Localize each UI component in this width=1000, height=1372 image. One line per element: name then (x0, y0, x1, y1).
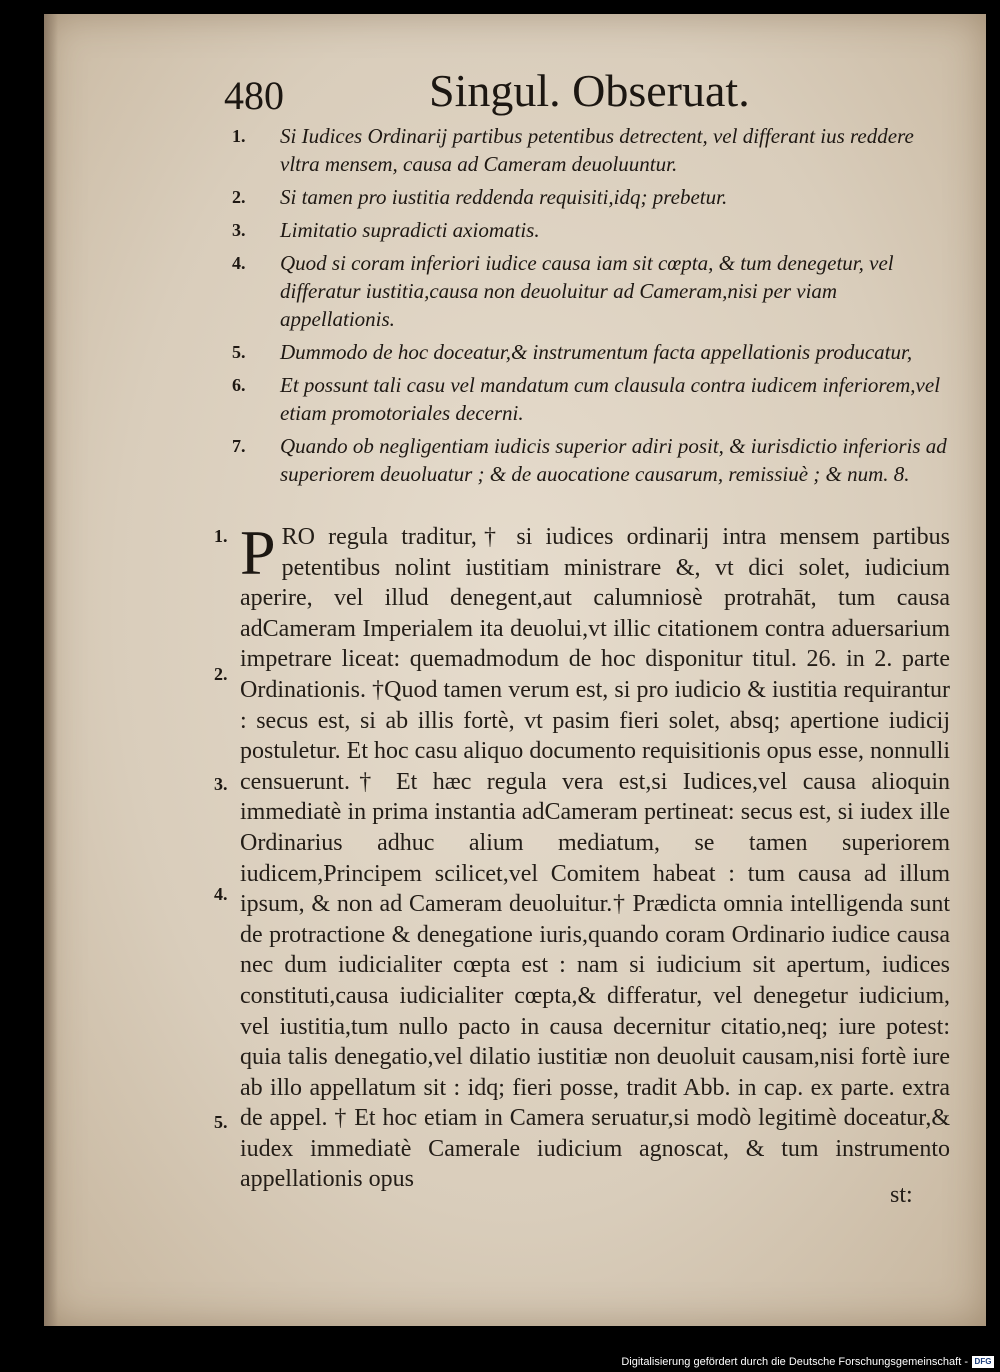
catchword: st: (890, 1182, 913, 1208)
paragraph-text: RO regula traditur,† si iudices ordinarij intra mensem partibus petentibus nolint iustitiam ministrare &, vt dici solet, iudicium aperire, vel illud denegent,aut calumniosè protrahāt, tum causa adCameram Imperialem ita deuolui,vt illic citationem contra aduersarium impetrare liceat: quemadmodum de hoc disponitur titul. 26. in 2. parte Ordinationis. †Quod tamen verum est, si pro iudicio & iustitia requirantur : secus est, si ab illis fortè, vt pasim fieri solet, absq; apertione iudicij postuletur. Et hoc casu aliquo documento requisitionis opus esse, nonnulli censuerunt.† Et hæc regula vera est,si Iudices,vel causa alioquin immediatè in prima instantia adCameram pertineat: secus est, si iudex ille Ordinarius adhuc alium mediatum, se tamen superiorem iudicem,Principem scilicet,vel Comitem habeat : tum causa ad illum ipsum, & non ad Cameram deuoluitur.† Prædicta omnia intelligenda sunt de protractione & denegatione iuris,quando coram Ordinario iudice causa nec dum iudicialiter cœpta est : nam si iudicium sit apertum, iudices constituti,causa iudicialiter cœpta,& differatur, vel denegetur iudicium, vel iustitia,tum nullo pacto in causa decernitur citatio,neq; iure potest: quia talis denegatio,vel dilatio iustitiæ non deuoluit causam,nisi fortè iure ab illo appellatum sit : idq; fieri posse, tradit Abb. in cap. ex parte. extra de appel. † Et hoc etiam in Camera seruatur,si modò legitimè doceatur,& iudex immediatè Camerale iudicium agnoscat, & tum instrumento appellationis opus (240, 524, 950, 1193)
margin-number: 2. (214, 664, 228, 684)
summary-item (224, 183, 954, 211)
summary-number: 6. (232, 375, 246, 395)
margin-number: 1. (214, 526, 228, 546)
summary-text: Quando ob negligentiam iudicis superior adiri posit, & iurisdictio inferioris ad superiorem deuoluatur ; & de auocatione causarum, remissiuè ; & num. 8. (280, 434, 947, 486)
summary-number: 1. (232, 126, 246, 146)
summary-text: Si Iudices Ordinarij partibus petentibus detrectent, vel differant ius reddere vltra mensem, causa ad Cameram deuoluuntur. (280, 124, 914, 176)
summary-item (224, 216, 954, 244)
body-paragraph (240, 517, 950, 1195)
summary-text: Et possunt tali casu vel mandatum cum clausula contra iudicem inferiorem,vel etiam promotoriales decerni. (280, 373, 941, 425)
margin-number: 4. (214, 884, 228, 904)
summary-item (224, 338, 954, 366)
digitization-credit-bar (0, 1352, 1000, 1372)
summary-text: Limitatio supradicti axiomatis. (280, 218, 540, 242)
drop-cap: P (240, 517, 276, 588)
summary-text: Quod si coram inferiori iudice causa iam sit cœpta, & tum denegetur, vel differatur iustitia,causa non deuoluitur ad Cameram,nisi per viam appellationis. (280, 251, 894, 331)
summary-number: 7. (232, 436, 246, 456)
summary-text: Dummodo de hoc doceatur,& instrumentum facta appellationis producatur, (280, 340, 913, 364)
summary-number: 4. (232, 253, 246, 273)
margin-number: 3. (214, 774, 228, 794)
summary-item (224, 249, 954, 333)
running-head: Singul. Obseruat. (429, 65, 750, 116)
summary-number: 2. (232, 187, 246, 207)
summary-item (224, 432, 954, 488)
page-edge-shadow (44, 14, 58, 1326)
summary-number: 3. (232, 220, 246, 240)
margin-number: 5. (214, 1112, 228, 1132)
dfg-logo: DFG (972, 1356, 994, 1368)
credit-text: Digitalisierung gefördert durch die Deutsche Forschungsgemeinschaft - (621, 1356, 968, 1368)
paragraph (240, 517, 950, 1195)
summary-number: 5. (232, 342, 246, 362)
summary-item (224, 371, 954, 427)
summary-text: Si tamen pro iustitia reddenda requisiti,idq; prebetur. (280, 185, 728, 209)
page-number: 480 (224, 73, 284, 118)
summary-list (224, 122, 954, 493)
summary-item (224, 122, 954, 178)
page-header (44, 64, 986, 124)
scanned-page (44, 14, 986, 1326)
